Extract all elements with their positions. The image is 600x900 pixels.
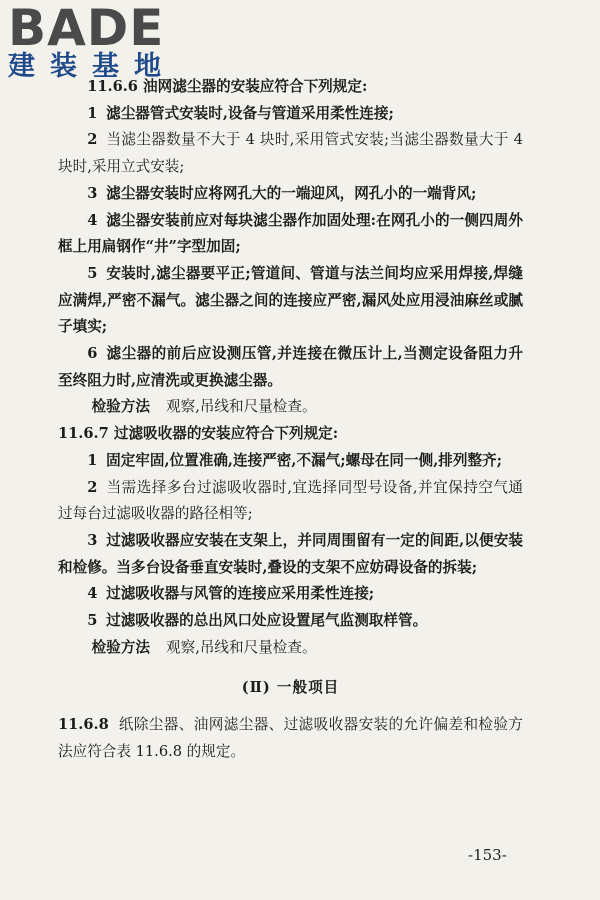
item-number: 5 [87, 264, 98, 282]
item-number: 1 [87, 104, 98, 122]
item-text: 固定牢固,位置准确,连接严密,不漏气;螺母在同一侧,排列整齐; [106, 451, 503, 469]
section-title: (Ⅱ) 一般项目 [241, 679, 340, 697]
clause-heading: 11.6.7 过滤吸收器的安装应符合下列规定: [58, 425, 339, 443]
inspection-method [58, 394, 523, 421]
item-text: 滤尘器安装前应对每块滤尘器作加固处理:在网孔小的一侧四周外框上用扁钢作“井”字型加固; [58, 211, 523, 256]
inspection-method [58, 635, 523, 662]
list-item [58, 528, 523, 581]
watermark-logo [8, 2, 176, 82]
item-number: 6 [87, 345, 98, 363]
list-item [58, 181, 523, 208]
item-number: 3 [87, 184, 98, 202]
clause-paragraph [58, 712, 523, 765]
item-number: 2 [87, 478, 98, 496]
item-text: 滤尘器的前后应设测压管,并连接在微压计上,当测定设备阻力升至终阻力时,应清洗或更换滤尘器。 [58, 345, 523, 389]
inspection-text: 观察,吊线和尺量检查。 [166, 638, 317, 656]
list-item [58, 261, 523, 341]
list-item [58, 127, 523, 180]
inspection-label: 检验方法 [91, 398, 150, 416]
item-number: 2 [87, 131, 98, 149]
item-text: 滤尘器管式安装时,设备与管道采用柔性连接; [106, 104, 394, 122]
inspection-text: 观察,吊线和尺量检查。 [166, 398, 317, 416]
list-item [58, 608, 523, 635]
clause-heading: 11.6.6 油网滤尘器的安装应符合下列规定: [87, 78, 368, 95]
logo-subtitle: 建装基地 [8, 51, 176, 82]
clause-number: 11.6.8 [58, 716, 109, 734]
item-text: 过滤吸收器应安装在支架上，并同周围留有一定的间距,以便安装和检修。当多台设备垂直安装时,叠设的支架不应妨碍设备的拆装; [58, 531, 523, 576]
item-number: 5 [87, 612, 98, 630]
inspection-label: 检验方法 [91, 638, 150, 656]
item-text: 当滤尘器数量不大于 4 块时,采用管式安装;当滤尘器数量大于 4 块时,采用立式安装; [58, 131, 523, 176]
list-item [58, 475, 523, 528]
item-text: 当需选择多台过滤吸收器时,宜选择同型号设备,并宜保持空气通过每台过滤吸收器的路径相等; [58, 478, 523, 523]
item-number: 1 [87, 451, 98, 469]
list-item [58, 208, 523, 261]
item-number: 4 [87, 211, 98, 229]
item-text: 过滤吸收器与风管的连接应采用柔性连接; [106, 585, 375, 603]
page-number: -153- [468, 846, 507, 864]
list-item [58, 101, 523, 128]
clause-text: 纸除尘器、油网滤尘器、过滤吸收器安装的允许偏差和检验方法应符合表 11.6.8 的规定。 [58, 716, 523, 760]
list-item [58, 448, 523, 475]
item-text: 滤尘器安装时应将网孔大的一端迎风，网孔小的一端背风; [106, 184, 477, 202]
logo-wordmark: BADE [8, 0, 165, 57]
list-item [58, 581, 523, 608]
item-text: 过滤吸收器的总出风口处应设置尾气监测取样管。 [106, 612, 428, 630]
list-item [58, 341, 523, 394]
item-number: 3 [87, 531, 98, 549]
document-body [58, 74, 523, 766]
item-text: 安装时,滤尘器要平正;管道间、管道与法兰间均应采用焊接,焊缝应满焊,严密不漏气。滤尘器之间的连接应严密,漏风处应用浸油麻丝或腻子填实; [58, 264, 523, 336]
item-number: 4 [87, 585, 98, 603]
